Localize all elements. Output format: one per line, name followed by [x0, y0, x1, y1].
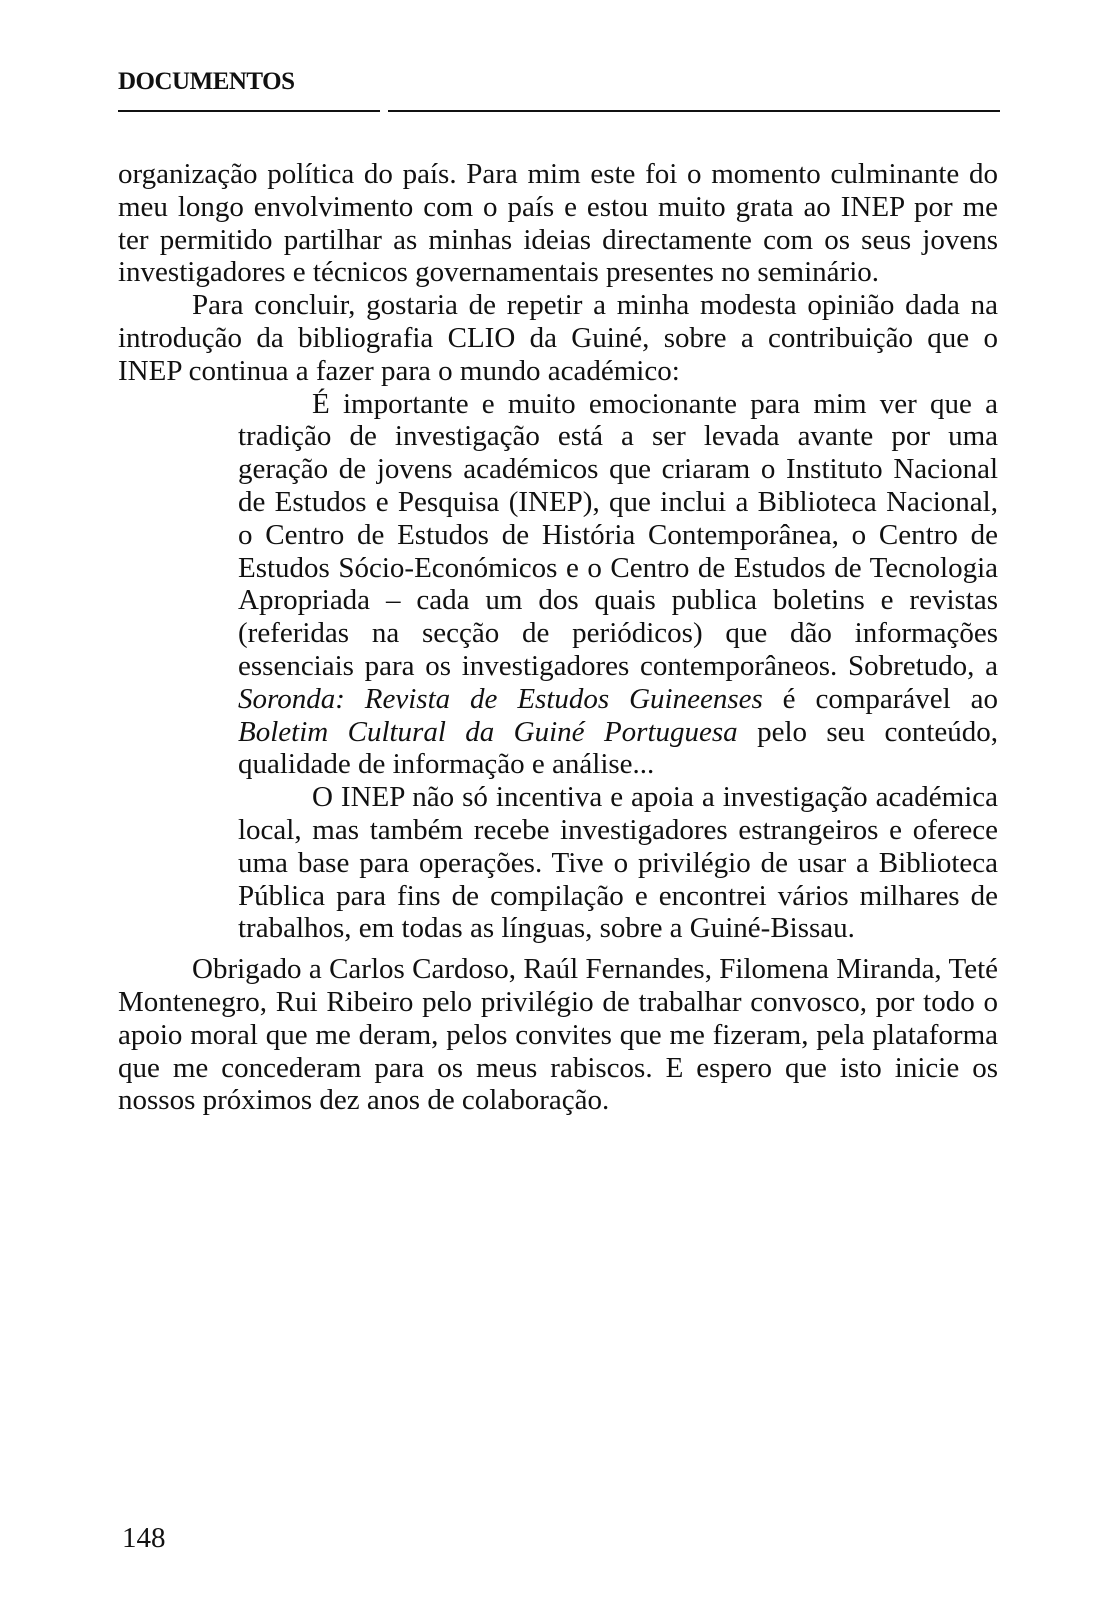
- block-quote: [238, 388, 998, 946]
- journal-title-soronda: Soronda: Revista de Estudos Guineenses: [238, 682, 763, 715]
- paragraph-acknowledgements: Obrigado a Carlos Cardoso, Raúl Fernandes, Filomena Miranda, Teté Montenegro, Rui Ribeiro pelo privilégio de trabalhar convosco, por todo o apoio moral que me deram, pelos convites que me fizeram, pela plataforma que me concederam para os meus rabiscos. E espero que isto inicie os nossos próximos dez anos de colaboração.: [118, 953, 998, 1117]
- paragraph-continuation: organização política do país. Para mim este foi o momento culminante do meu longo envolvimento com o país e estou muito grata ao INEP por me ter permitido partilhar as minhas ideias directamente com os seus jovens investigadores e técnicos governamentais presentes no seminário.: [118, 158, 998, 289]
- running-header: [118, 68, 1000, 114]
- quote-paragraph-2: O INEP não só incentiva e apoia a investigação académica local, mas também recebe investigadores estrangeiros e oferece uma base para operações. Tive o privilégio de usar a Biblioteca Pública para fins de compilação e encontrei vários milhares de trabalhos, em todas as línguas, sobre a Guiné-Bissau.: [238, 781, 998, 945]
- quote-paragraph-1: [238, 388, 998, 782]
- section-title: DOCUMENTOS: [118, 68, 295, 95]
- paragraph-conclusion: Para concluir, gostaria de repetir a minha modesta opinião dada na introdução da bibliografia CLIO da Guiné, sobre a contribuição que o INEP continua a fazer para o mundo académico:: [118, 289, 998, 387]
- quote-text: é comparável ao: [762, 682, 998, 715]
- body-text: [118, 158, 998, 1117]
- quote-text: É importante e muito emocionante para mim ver que a tradição de investigação está a ser levada avante por uma geração de jovens académicos que criaram o Instituto Nacional de Estudos e Pesquisa (INEP), que inclui a Biblioteca Nacional, o Centro de Estudos de História Contemporânea, o Centro de Estudos Sócio-Económicos e o Centro de Estudos de Tecnologia Apropriada – cada um dos quais publica boletins e revistas (referidas na secção de periódicos) que dão informações essenciais para os investigadores contemporâneos. Sobretudo, a: [238, 387, 998, 682]
- header-rule-right: [388, 110, 1000, 112]
- page-number: 148: [122, 1522, 166, 1554]
- header-rule-left: [118, 110, 380, 112]
- journal-title-boletim: Boletim Cultural da Guiné Portuguesa: [238, 715, 738, 748]
- quote-text: pelo seu conteúdo, qualidade de informação e análise...: [238, 715, 998, 781]
